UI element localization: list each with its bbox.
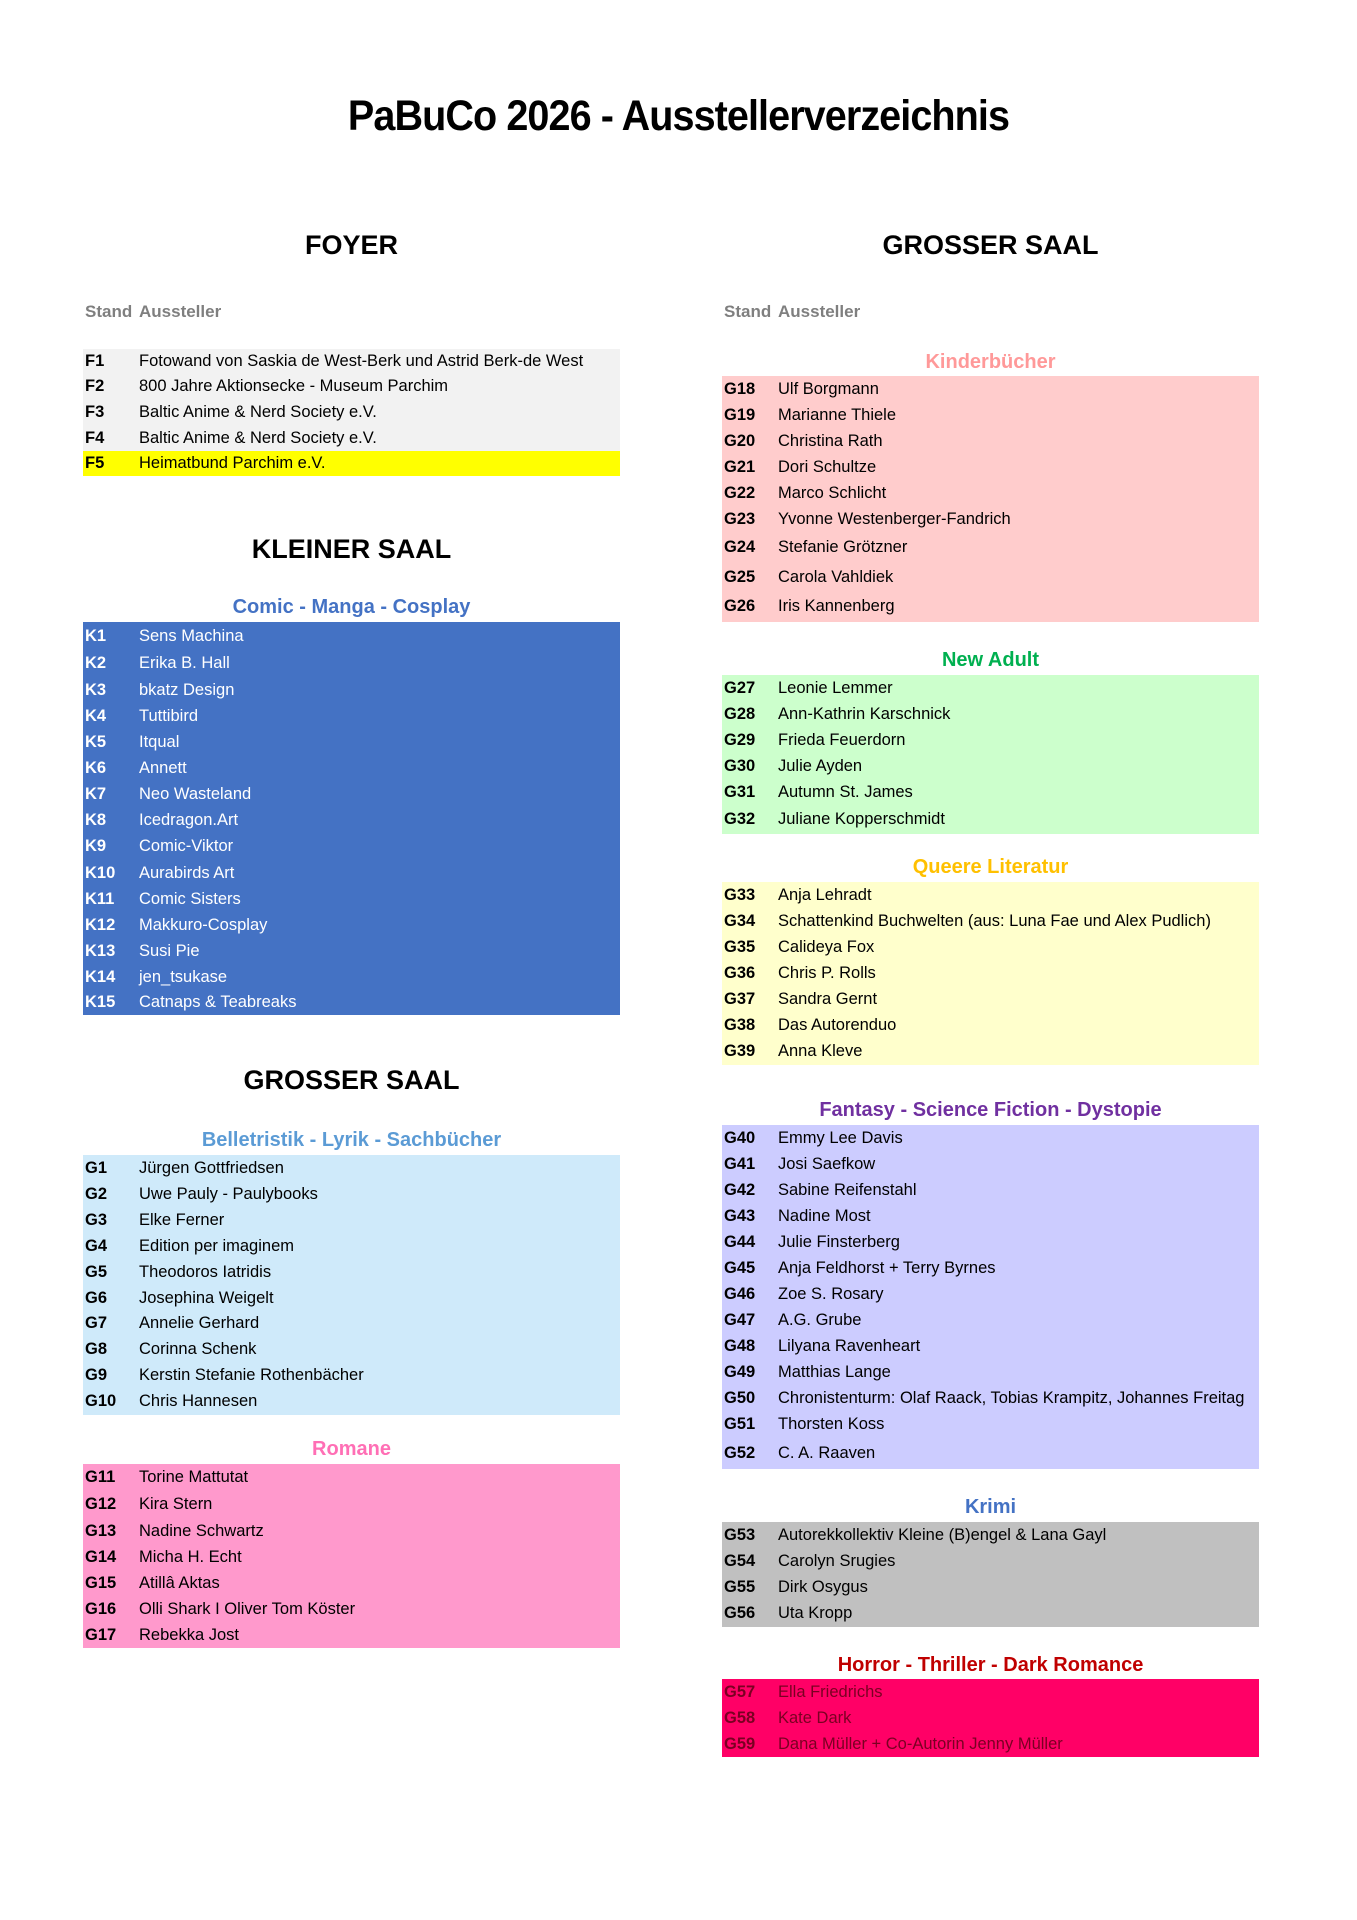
exhibitor-name: Stefanie Grötzner [778,538,908,556]
exhibitor-name: Ann-Kathrin Karschnick [778,704,951,723]
table-row [83,1311,620,1336]
table-row [722,480,1259,506]
exhibitor-name: Susi Pie [139,941,200,960]
table-row [722,1548,1259,1574]
exhibitor-name: Nadine Most [778,1206,871,1225]
stand-code: K6 [85,758,107,777]
exhibitor-name: Catnaps & Teabreaks [139,993,297,1011]
stand-code: G43 [724,1206,756,1225]
table-row [722,1574,1259,1600]
table-row [83,349,620,374]
kinderbuecher-table [722,376,1259,622]
exhibitor-name: bkatz Design [139,680,235,699]
stand-code: G13 [85,1521,117,1540]
stand-code: G6 [85,1288,108,1307]
exhibitor-name: Lilyana Ravenheart [778,1336,921,1355]
table-row [722,986,1259,1012]
exhibitor-name: Sandra Gernt [778,989,878,1008]
stand-code: G32 [724,810,756,828]
exhibitor-name: Itqual [139,732,180,751]
table-row [722,376,1259,402]
romane-table [83,1464,620,1648]
exhibitor-name: Atillâ Aktas [139,1573,220,1592]
table-row [722,779,1259,805]
table-row [83,781,620,807]
exhibitor-name: Chronistenturm: Olaf Raack, Tobias Krampitz, Johannes Freitag [778,1388,1245,1407]
exhibitor-name: Anna Kleve [778,1042,863,1060]
table-row [83,1336,620,1362]
exhibitor-name: Torine Mattutat [139,1468,249,1486]
table-row [83,374,620,399]
stand-code: G4 [85,1236,108,1255]
table-row [83,1259,620,1285]
stand-code: G31 [724,782,756,801]
exhibitor-name: Leonie Lemmer [778,678,893,697]
exhibitor-name: Marianne Thiele [778,405,897,424]
stand-code: G39 [724,1042,756,1060]
header-stand: Stand [85,302,133,321]
table-row [722,1038,1259,1065]
table-row [722,1679,1259,1705]
stand-code: K2 [85,654,107,672]
exhibitor-name: Dori Schultze [778,457,877,476]
stand-code: G10 [85,1392,117,1410]
stand-code: G17 [85,1625,117,1644]
exhibitor-name: jen_tsukase [139,967,228,986]
exhibitor-name: Autumn St. James [778,782,913,801]
table-row [722,428,1259,454]
exhibitor-name: Icedragon.Art [139,810,239,829]
header-aussteller: Aussteller [139,302,222,321]
stand-code: G23 [724,509,756,528]
stand-code: G24 [724,538,756,556]
exhibitor-name: Marco Schlicht [778,483,887,502]
table-row [722,1177,1259,1203]
table-row [83,399,620,425]
left-column [83,0,620,1920]
table-row [83,1518,620,1544]
stand-code: G30 [724,756,756,775]
stand-code: K12 [85,915,116,934]
table-row [722,1385,1259,1411]
table-row [83,912,620,938]
exhibitor-name: Micha H. Echt [139,1547,242,1566]
foyer-table [83,349,620,476]
exhibitor-name: Carolyn Srugies [778,1551,896,1570]
exhibitor-name: Baltic Anime & Nerd Society e.V. [139,402,377,421]
table-row [83,622,620,650]
table-row [722,1229,1259,1255]
section-title-grosser-saal-right: GROSSER SAAL [882,230,1099,260]
table-row [83,833,620,860]
new-adult-table [722,675,1259,834]
stand-code: K13 [85,941,116,960]
exhibitor-name: Theodoros Iatridis [139,1262,272,1281]
stand-code: K4 [85,706,107,725]
exhibitor-name: Elke Ferner [139,1210,225,1229]
exhibitor-name: Comic-Viktor [139,837,234,855]
category-title-krimi: Krimi [964,1496,1017,1518]
stand-code: K11 [85,889,115,908]
table-row [83,1596,620,1622]
stand-code: G1 [85,1158,108,1177]
stand-code: G29 [724,730,756,749]
stand-code: G11 [85,1468,116,1486]
stand-code: G20 [724,431,756,450]
table-row [722,1359,1259,1385]
table-row [83,1544,620,1570]
table-header-foyer [85,302,221,322]
exhibitor-name: Iris Kannenberg [778,597,895,615]
table-row [83,1181,620,1207]
exhibitor-name: Kerstin Stefanie Rothenbächer [139,1365,364,1384]
table-row [83,729,620,755]
exhibitor-name: Sabine Reifenstahl [778,1180,917,1199]
exhibitor-name: Corinna Schenk [139,1339,257,1358]
category-title-belletristik: Belletristik - Lyrik - Sachbücher [201,1129,502,1151]
exhibitor-name: Uwe Pauly - Paulybooks [139,1184,318,1203]
queer-table [722,882,1259,1065]
table-row [722,563,1259,591]
table-row [83,886,620,912]
exhibitor-name: Zoe S. Rosary [778,1284,884,1303]
stand-code: F2 [85,377,105,395]
krimi-table [722,1522,1259,1627]
stand-code: G51 [724,1414,756,1433]
table-row [83,1491,620,1518]
exhibitor-name: Tuttibird [139,706,198,725]
stand-code: G34 [724,911,756,930]
stand-code: F5 [85,454,105,472]
exhibitor-name: Heimatbund Parchim e.V. [139,454,326,472]
table-row [722,591,1259,622]
header-aussteller: Aussteller [778,302,861,321]
stand-code: G14 [85,1547,117,1566]
fantasy-table [722,1125,1259,1469]
stand-code: G42 [724,1180,756,1199]
stand-code: G28 [724,704,756,723]
exhibitor-name: Dana Müller + Co-Autorin Jenny Müller [778,1734,1063,1753]
category-title-comic: Comic - Manga - Cosplay [232,596,471,618]
stand-code: G36 [724,963,756,982]
exhibitor-name: Chris P. Rolls [778,963,876,982]
belletristik-table [83,1155,620,1415]
exhibitor-name: Ulf Borgmann [778,379,879,398]
table-row [722,1333,1259,1359]
table-row [83,990,620,1015]
category-title-new-adult: New Adult [941,649,1040,671]
table-row [83,425,620,451]
stand-code: G22 [724,483,756,502]
stand-code: G15 [85,1573,117,1592]
exhibitor-name: Ella Friedrichs [778,1682,883,1701]
stand-code: K3 [85,680,107,699]
exhibitor-name: A.G. Grube [778,1310,862,1329]
stand-code: F1 [85,352,105,370]
category-title-fantasy: Fantasy - Science Fiction - Dystopie [819,1099,1162,1121]
stand-code: G49 [724,1362,756,1381]
stand-code: G45 [724,1258,756,1277]
exhibitor-name: Fotowand von Saskia de West-Berk und Astrid Berk-de West [139,352,584,370]
stand-code: G52 [724,1443,756,1462]
exhibitor-name: Uta Kropp [778,1604,853,1622]
table-row [722,934,1259,960]
exhibitor-name: Schattenkind Buchwelten (aus: Luna Fae und Alex Pudlich) [778,911,1211,930]
table-row [83,1622,620,1648]
page-title: PaBuCo 2026 - Ausstellerverzeichnis [347,92,1010,140]
exhibitor-name: Nadine Schwartz [139,1521,264,1540]
stand-code: F4 [85,428,105,447]
stand-code: G38 [724,1015,756,1034]
stand-code: G33 [724,885,756,904]
stand-code: G21 [724,457,756,476]
table-row [722,727,1259,753]
stand-code: G50 [724,1388,756,1407]
table-row [83,1388,620,1415]
table-row [722,532,1259,563]
table-row [83,1285,620,1311]
exhibitor-name: Anja Feldhorst + Terry Byrnes [778,1258,996,1277]
exhibitor-name: C. A. Raaven [778,1443,876,1462]
table-row [722,1151,1259,1177]
exhibitor-name: Makkuro-Cosplay [139,915,268,934]
stand-code: G19 [724,405,756,424]
stand-code: G56 [724,1604,756,1622]
stand-code: G37 [724,989,756,1008]
exhibitor-name: Carola Vahldiek [778,567,894,586]
table-row [722,675,1259,701]
stand-code: G48 [724,1336,756,1355]
exhibitor-name: Anja Lehradt [778,885,872,904]
exhibitor-name: Jürgen Gottfriedsen [139,1158,284,1177]
table-row [722,454,1259,480]
exhibitor-name: Josi Saefkow [778,1154,876,1173]
table-row [722,1307,1259,1333]
table-row [722,908,1259,934]
exhibitor-name: Sens Machina [139,626,244,645]
category-title-kinderbuecher: Kinderbücher [925,351,1056,373]
exhibitor-name: Kate Dark [778,1708,852,1727]
header-stand: Stand [724,302,772,321]
exhibitor-name: Emmy Lee Davis [778,1128,903,1147]
stand-code: G58 [724,1708,756,1727]
table-row [722,882,1259,908]
exhibitor-name: Josephina Weigelt [139,1288,274,1307]
table-row [722,506,1259,532]
stand-code: G25 [724,567,756,586]
table-row [722,1203,1259,1229]
table-row [722,1437,1259,1469]
table-row [722,1012,1259,1038]
section-title-foyer: FOYER [304,230,398,260]
table-row [83,1155,620,1181]
stand-code: K8 [85,810,107,829]
table-row [722,753,1259,779]
stand-code: K9 [85,837,107,855]
exhibitor-name: Juliane Kopperschmidt [778,810,945,828]
stand-code: G5 [85,1262,108,1281]
stand-code: G47 [724,1310,756,1329]
table-row [722,402,1259,428]
table-row [722,1125,1259,1151]
section-title-kleiner-saal: KLEINER SAAL [251,534,452,564]
table-row [722,701,1259,727]
table-row [722,1281,1259,1307]
table-row [83,1233,620,1259]
table-row [83,650,620,677]
exhibitor-name: Calideya Fox [778,937,875,956]
table-row [722,1522,1259,1548]
exhibitor-name: Dirk Osygus [778,1577,868,1596]
table-row [83,677,620,703]
exhibitor-name: Neo Wasteland [139,784,252,803]
stand-code: G27 [724,678,756,697]
right-column [722,0,1259,1920]
stand-code: G57 [724,1682,756,1701]
stand-code: G55 [724,1577,756,1596]
table-row [722,1705,1259,1731]
stand-code: G16 [85,1599,117,1618]
stand-code: G3 [85,1210,108,1229]
table-row [722,805,1259,834]
stand-code: K1 [85,626,107,645]
exhibitor-name: Yvonne Westenberger-Fandrich [778,509,1011,528]
section-title-grosser-saal-left: GROSSER SAAL [243,1065,460,1095]
stand-code: G26 [724,597,756,615]
stand-code: F3 [85,402,105,421]
exhibitor-name: Comic Sisters [139,889,241,908]
kleiner-saal-table [83,622,620,1015]
table-row [722,1411,1259,1437]
table-header-grosser-saal [724,302,860,322]
category-title-horror: Horror - Thriller - Dark Romance [837,1654,1144,1676]
stand-code: G8 [85,1339,108,1358]
exhibitor-name: Chris Hannesen [139,1392,258,1410]
table-row [83,860,620,886]
exhibitor-name: Das Autorenduo [778,1015,897,1034]
exhibitor-name: Julie Ayden [778,756,863,775]
stand-code: G54 [724,1551,756,1570]
exhibitor-name: Julie Finsterberg [778,1232,900,1251]
stand-code: G7 [85,1314,108,1332]
horror-table [722,1679,1259,1757]
table-row [83,1570,620,1596]
exhibitor-name: Thorsten Koss [778,1414,885,1433]
stand-code: G18 [724,379,756,398]
exhibitor-name: Annett [139,758,187,777]
stand-code: G44 [724,1232,756,1251]
exhibitor-name: Christina Rath [778,431,883,450]
stand-code: G40 [724,1128,756,1147]
table-row [722,1255,1259,1281]
exhibitor-name: Kira Stern [139,1495,213,1513]
stand-code: G12 [85,1495,117,1513]
stand-code: K5 [85,732,107,751]
stand-code: G53 [724,1525,756,1544]
table-row [83,807,620,833]
exhibitor-name: Matthias Lange [778,1362,891,1381]
exhibitor-name: Baltic Anime & Nerd Society e.V. [139,428,377,447]
stand-code: G59 [724,1734,756,1753]
table-row [722,960,1259,986]
exhibitor-name: Aurabirds Art [139,863,235,882]
table-row-highlighted [83,451,620,476]
stand-code: K15 [85,993,116,1011]
table-row [83,1207,620,1233]
stand-code: G41 [724,1154,756,1173]
table-row [83,703,620,729]
stand-code: G35 [724,937,756,956]
table-row [83,938,620,964]
exhibitor-name: Frieda Feuerdorn [778,730,906,749]
table-row [83,755,620,781]
exhibitor-name: Erika B. Hall [139,654,230,672]
exhibitor-name: Rebekka Jost [139,1625,239,1644]
table-row [83,1464,620,1491]
table-row [83,964,620,990]
stand-code: K14 [85,967,116,986]
exhibitor-name: Autorekkollektiv Kleine (B)engel & Lana Gayl [778,1525,1107,1544]
stand-code: G9 [85,1365,108,1384]
table-row [83,1362,620,1388]
exhibitor-name: Edition per imaginem [139,1236,294,1255]
stand-code: G46 [724,1284,756,1303]
stand-code: K10 [85,863,116,882]
exhibitor-name: 800 Jahre Aktionsecke - Museum Parchim [139,377,449,395]
exhibitor-name: Annelie Gerhard [139,1314,260,1332]
category-title-romane: Romane [312,1438,391,1460]
category-title-queer: Queere Literatur [912,856,1069,878]
exhibitor-name: Olli Shark I Oliver Tom Köster [139,1599,356,1618]
table-row [722,1731,1259,1757]
stand-code: K7 [85,784,107,803]
stand-code: G2 [85,1184,108,1203]
table-row [722,1600,1259,1627]
